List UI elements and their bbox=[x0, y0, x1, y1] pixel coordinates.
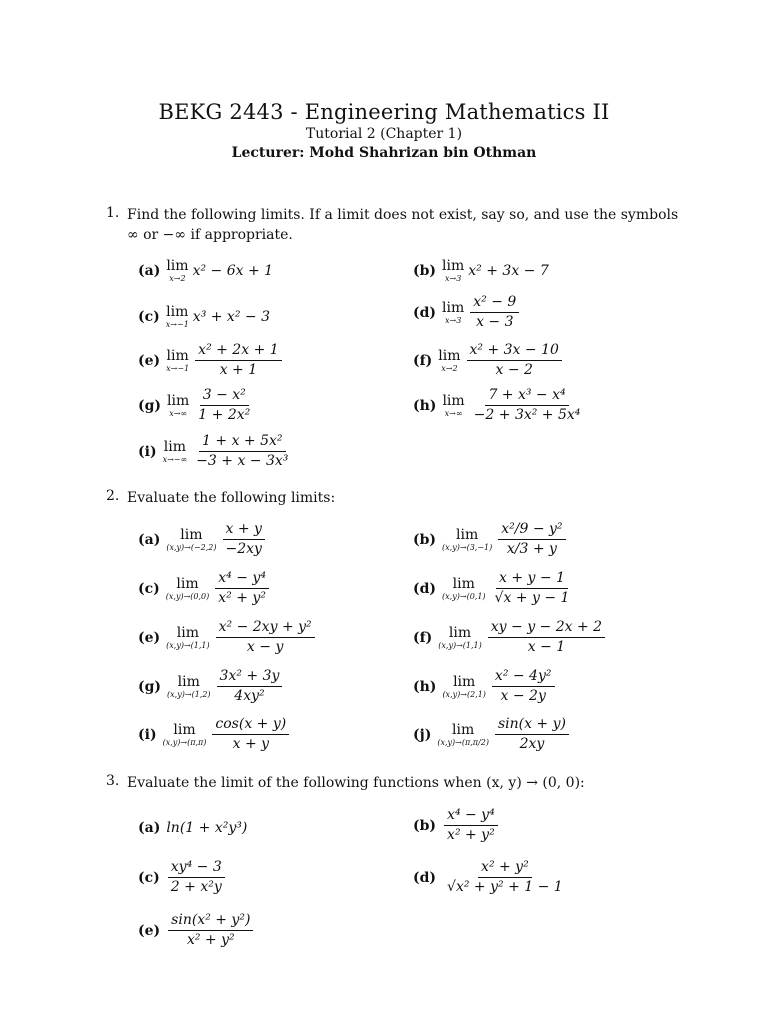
part-label: (f) bbox=[413, 352, 433, 369]
fraction: $\frac{\text{sin(x² + y²)}}{\text{x² + y²}}$ bbox=[168, 913, 253, 949]
limit-operator: lim (x,y)→(π,π) bbox=[162, 721, 207, 747]
part-label: (c) bbox=[138, 309, 160, 325]
fraction: $\frac{x + y}{-2xy}$ bbox=[223, 522, 265, 558]
limit-operator: lim (x,y)→(1,1) bbox=[438, 624, 482, 650]
q1-part-d bbox=[413, 295, 521, 331]
q2-part-c bbox=[138, 571, 271, 607]
limit-operator: lim (x,y)→(2,1) bbox=[442, 673, 486, 699]
fraction: $\frac{\text{xy⁴ − 3}}{\text{2 + x²y}}$ bbox=[168, 860, 225, 896]
part-label: (d) bbox=[413, 869, 437, 886]
limit-operator: lim x→2 bbox=[166, 258, 189, 283]
document-subtitle: Tutorial 2 (Chapter 1) bbox=[305, 126, 463, 142]
question-1-number: 1. bbox=[106, 205, 120, 221]
limit-operator: lim (x,y)→(0,0) bbox=[165, 575, 210, 601]
fraction: $\frac{xy - y - 2x + 2}{x - 1}$ bbox=[488, 620, 605, 656]
part-label: (e) bbox=[138, 922, 161, 939]
q1-part-a bbox=[138, 259, 273, 283]
part-label: (e) bbox=[138, 629, 161, 646]
fraction: $\frac{\text{1 + x + 5x²}}{\text{−3 + x − 3x³}}$ bbox=[196, 433, 289, 470]
q2-part-g bbox=[138, 669, 284, 705]
limit-operator: lim x→2 bbox=[438, 347, 461, 373]
question-3-number: 3. bbox=[106, 773, 120, 789]
expression: x³ + x² − 3 bbox=[192, 309, 270, 325]
fraction: $\frac{\text{x² + y²}}{\text{√x² + y² + 1 − 1}}$ bbox=[447, 859, 563, 896]
part-label: (b) bbox=[413, 263, 437, 279]
q3-part-d bbox=[413, 860, 568, 896]
part-label: (h) bbox=[413, 678, 437, 695]
part-label: (c) bbox=[138, 869, 160, 886]
q2-part-a bbox=[138, 522, 267, 558]
q3-part-c bbox=[138, 860, 227, 896]
part-label: (d) bbox=[413, 580, 437, 597]
expression: x² − 6x + 1 bbox=[192, 263, 274, 279]
fraction: $\frac{\text{x² − 2xy + y²}}{x - y}$ bbox=[216, 620, 315, 656]
part-label: (f) bbox=[413, 629, 433, 646]
part-label: (b) bbox=[413, 531, 437, 548]
q2-part-h bbox=[413, 669, 557, 705]
question-2-text: Evaluate the following limits: bbox=[127, 490, 336, 506]
part-label: (h) bbox=[413, 397, 437, 414]
limit-operator: lim x→−1 bbox=[166, 347, 190, 373]
limit-operator: lim x→3 bbox=[442, 299, 465, 325]
fraction: $\frac{\text{7 + x³ − x⁴}}{\text{−2 + 3x² + 5x⁴}}$ bbox=[473, 387, 581, 424]
part-label: (j) bbox=[413, 726, 432, 743]
q1-part-g bbox=[138, 388, 255, 424]
q2-part-i bbox=[138, 717, 291, 753]
expression: x² + 3x − 7 bbox=[468, 263, 549, 279]
q1-part-h bbox=[413, 388, 585, 424]
part-label: (i) bbox=[138, 443, 157, 460]
fraction: $\frac{\sin(x + y)}{2xy}$ bbox=[495, 717, 569, 753]
q2-part-j bbox=[413, 717, 571, 753]
part-label: (g) bbox=[138, 678, 162, 695]
fraction: $\frac{x + y - 1}{√x + y - 1}$ bbox=[494, 570, 570, 607]
fraction: $\frac{\text{x² + 2x + 1}}{x + 1}$ bbox=[195, 343, 281, 379]
part-label: (g) bbox=[138, 397, 162, 414]
limit-operator: lim (x,y)→(0,1) bbox=[442, 575, 486, 601]
part-label: (i) bbox=[138, 726, 157, 743]
part-label: (e) bbox=[138, 352, 161, 369]
limit-operator: lim (x,y)→(π,π/2) bbox=[437, 721, 489, 747]
q1-part-i bbox=[138, 434, 293, 470]
limit-operator: lim x→−1 bbox=[165, 304, 189, 329]
q1-part-b bbox=[413, 259, 549, 283]
limit-operator: lim (x,y)→(1,1) bbox=[166, 624, 210, 650]
fraction: $\frac{\text{3 − x²}}{\text{1 + 2x²}}$ bbox=[198, 387, 251, 424]
limit-operator: lim x→∞ bbox=[442, 392, 465, 418]
q1-part-c bbox=[138, 305, 270, 329]
fraction: $\frac{\text{x² − 9}}{x - 3}$ bbox=[470, 295, 519, 331]
limit-operator: lim (x,y)→(−2,2) bbox=[166, 526, 217, 552]
limit-operator: lim (x,y)→(1,2) bbox=[167, 673, 211, 699]
q2-part-d bbox=[413, 571, 574, 607]
part-label: (b) bbox=[413, 817, 437, 834]
lecturer-line: Lecturer: Mohd Shahrizan bin Othman bbox=[231, 145, 537, 161]
limit-operator: lim x→−∞ bbox=[162, 438, 188, 464]
question-1-text: Find the following limits. If a limit does not exist, say so, and use the symbols ∞ or −∞ if appropriate. bbox=[127, 207, 679, 243]
part-label: (a) bbox=[138, 820, 161, 836]
q3-part-a bbox=[138, 820, 247, 836]
fraction: $\frac{\text{x² + 3x − 10}}{x - 2}$ bbox=[467, 343, 562, 379]
part-label: (a) bbox=[138, 263, 161, 279]
q3-part-e bbox=[138, 913, 255, 949]
fraction: $\frac{\cos(x + y)}{x + y}$ bbox=[212, 717, 289, 753]
part-label: (d) bbox=[413, 304, 437, 321]
fraction: $\frac{\text{x²/9 − y²}}{x/3 + y}$ bbox=[498, 522, 565, 558]
q2-part-f bbox=[413, 620, 607, 656]
fraction: $\frac{\text{x⁴ − y⁴}}{\text{x² + y²}}$ bbox=[444, 808, 498, 844]
q2-part-b bbox=[413, 522, 568, 558]
question-3-text: Evaluate the limit of the following functions when (x, y) → (0, 0): bbox=[127, 775, 585, 791]
part-label: (c) bbox=[138, 580, 160, 597]
fraction: $\frac{\text{x² − 4y²}}{x - 2y}$ bbox=[492, 669, 555, 705]
q1-part-e bbox=[138, 343, 284, 379]
fraction: $\frac{\text{x⁴ − y⁴}}{\text{x² + y²}}$ bbox=[215, 571, 269, 607]
q2-part-e bbox=[138, 620, 317, 656]
limit-operator: lim (x,y)→(3,−1) bbox=[442, 526, 493, 552]
limit-operator: lim x→∞ bbox=[167, 392, 190, 418]
expression: ln(1 + x²y³) bbox=[166, 820, 248, 836]
fraction: $\frac{\text{3x² + 3y}}{\text{4xy²}}$ bbox=[217, 669, 283, 705]
document-title: BEKG 2443 - Engineering Mathematics II bbox=[158, 100, 610, 124]
q1-part-f bbox=[413, 343, 564, 379]
limit-operator: lim x→3 bbox=[442, 258, 465, 283]
question-2-number: 2. bbox=[106, 488, 120, 504]
part-label: (a) bbox=[138, 531, 161, 548]
q3-part-b bbox=[413, 808, 500, 844]
